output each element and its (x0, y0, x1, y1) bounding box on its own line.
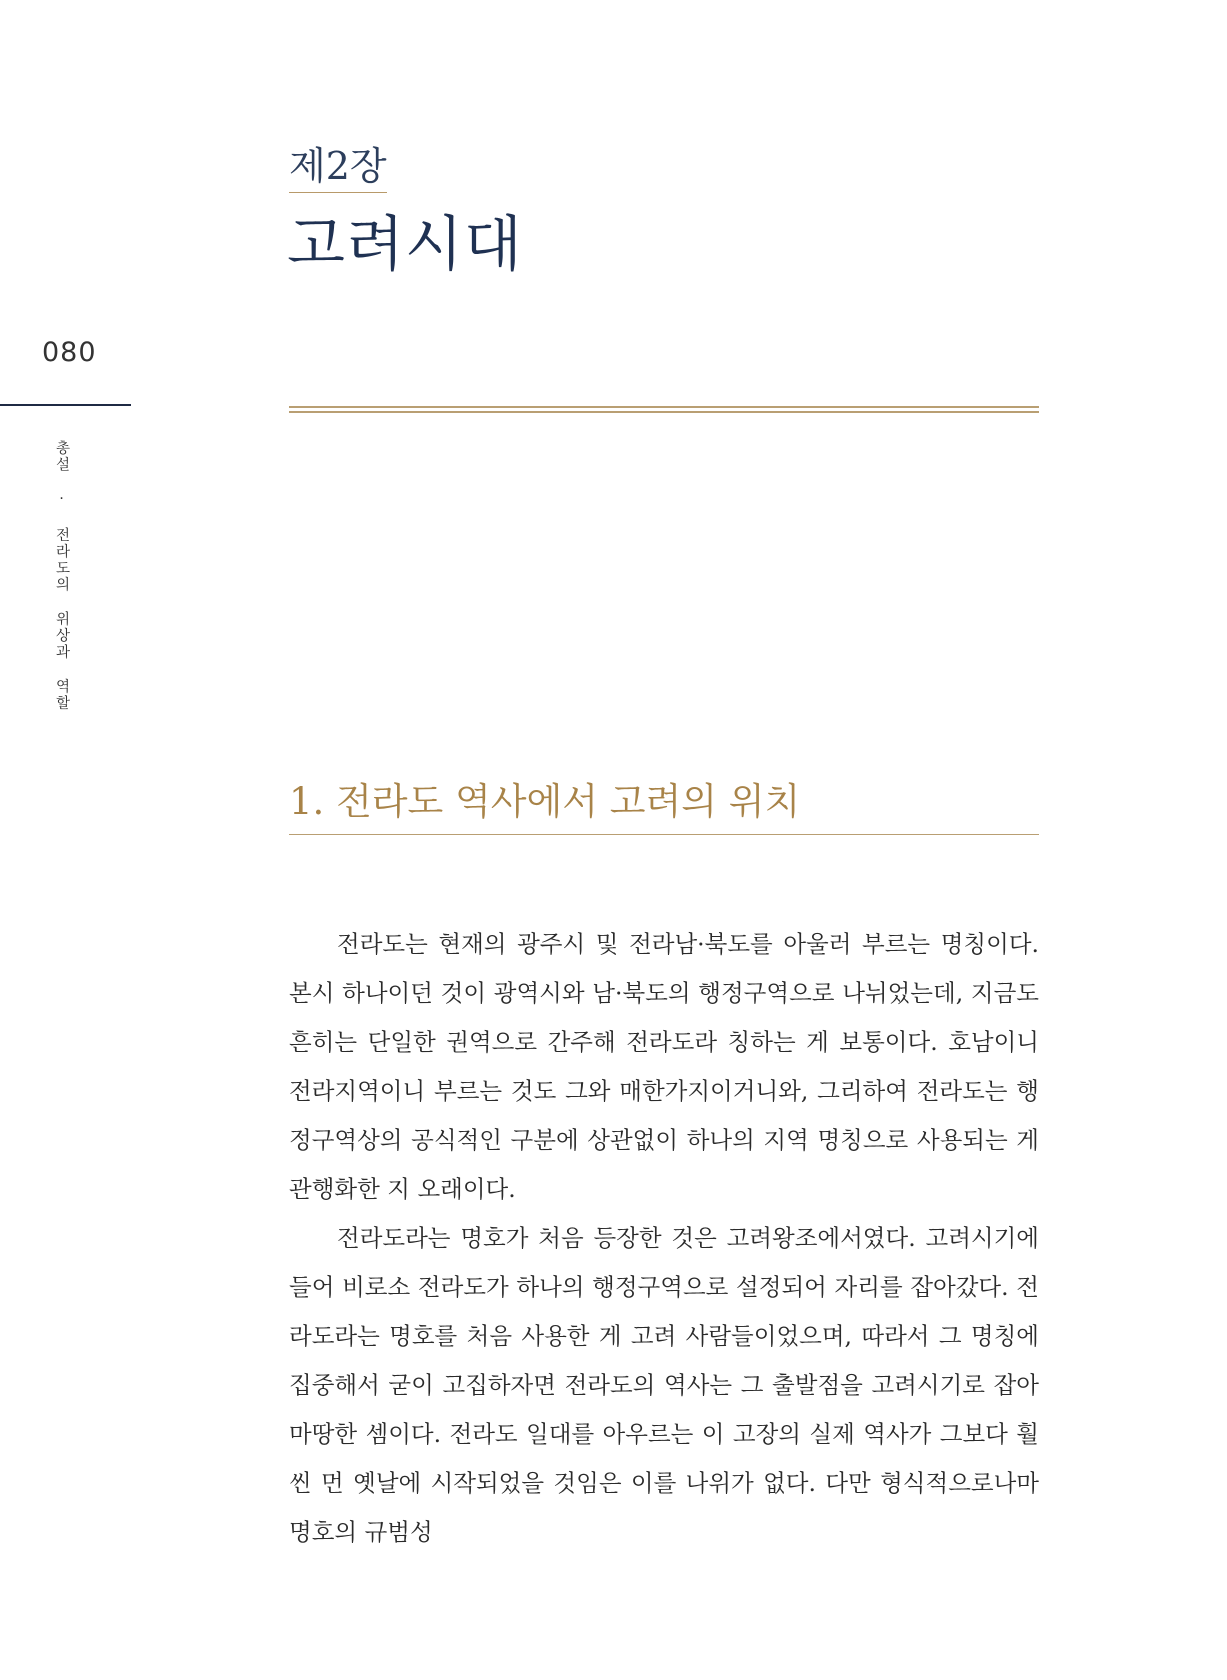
running-section-label: 총설 · 전라도의 위상과 역할 (53, 440, 70, 712)
page-number: 080 (42, 337, 97, 368)
section-heading: 1. 전라도 역사에서 고려의 위치 (289, 780, 1039, 835)
paragraph-1: 전라도는 현재의 광주시 및 전라남·북도를 아울러 부르는 명칭이다. 본시 하나이던 것이 광역시와 남·북도의 행정구역으로 나뉘었는데, 지금도 흔히는 단일한 권역으로 간주해 전라도라 칭하는 게 보통이다. 호남이니 전라지역이니 부르는 것도 그와 매한가지이거니와, 그리하여 전라도는 행정구역상의 공식적인 구분에 상관없이 하나의 지역 명칭으로 사용되는 게 관행화한 지 오래이다. (289, 930, 1039, 1203)
chapter-number: 제2장 (289, 146, 387, 193)
chapter-title: 고려시대 (287, 210, 523, 280)
chapter-double-rule (289, 406, 1039, 413)
body-text (289, 920, 1039, 1557)
margin-divider (0, 404, 131, 406)
paragraph-2: 전라도라는 명호가 처음 등장한 것은 고려왕조에서였다. 고려시기에 들어 비로소 전라도가 하나의 행정구역으로 설정되어 자리를 잡아갔다. 전라도라는 명호를 처음 사용한 게 고려 사람들이었으며, 따라서 그 명칭에 집중해서 굳이 고집하자면 전라도의 역사는 그 출발점을 고려시기로 잡아 마땅한 셈이다. 전라도 일대를 아우르는 이 고장의 실제 역사가 그보다 훨씬 먼 옛날에 시작되었을 것임은 이를 나위가 없다. 다만 형식적으로나마 명호의 규범성 (289, 1224, 1039, 1546)
